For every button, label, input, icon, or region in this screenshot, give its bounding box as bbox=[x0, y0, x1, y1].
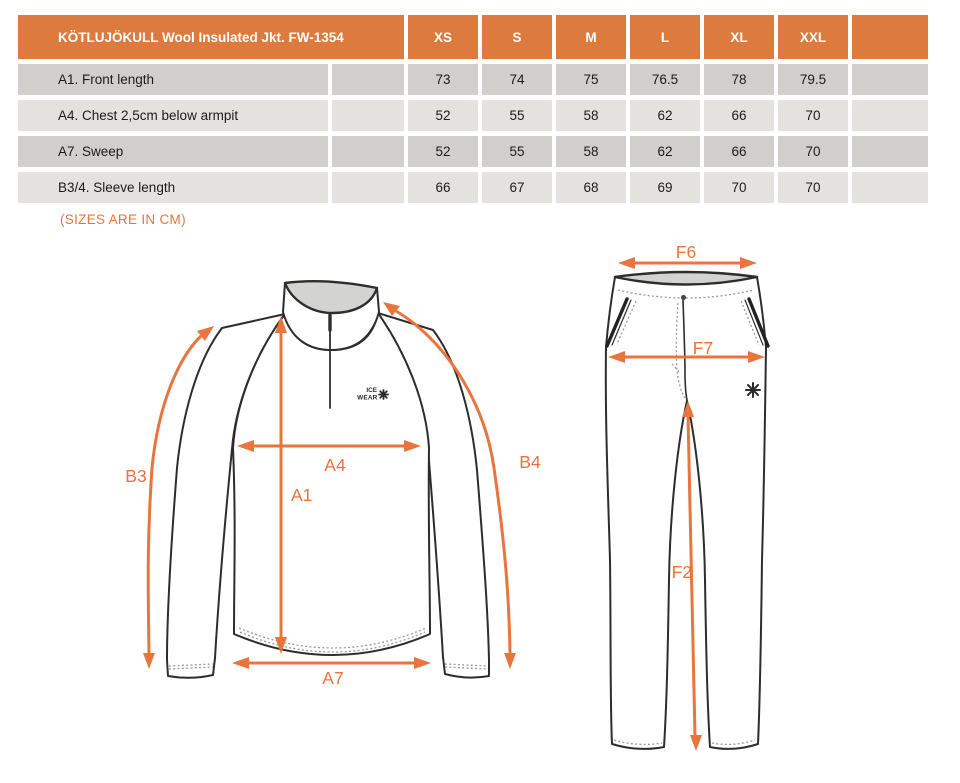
label-b3: B3 bbox=[125, 466, 147, 486]
measure-value: 62 bbox=[630, 100, 700, 131]
svg-text:WEAR: WEAR bbox=[357, 394, 378, 402]
size-col-header-xxl: XXL bbox=[778, 15, 848, 59]
measure-label: A1. Front length bbox=[18, 64, 328, 95]
spacer-cell bbox=[852, 64, 928, 95]
table-row bbox=[18, 100, 928, 131]
measure-value: 58 bbox=[556, 100, 626, 131]
spacer-cell bbox=[332, 172, 404, 203]
measure-value: 66 bbox=[704, 136, 774, 167]
snowflake-icon bbox=[746, 383, 760, 397]
spacer-cell bbox=[852, 172, 928, 203]
measure-value: 79.5 bbox=[778, 64, 848, 95]
measure-value: 52 bbox=[408, 136, 478, 167]
jacket-body bbox=[233, 313, 430, 655]
measure-value: 58 bbox=[556, 136, 626, 167]
measure-value: 68 bbox=[556, 172, 626, 203]
label-a4: A4 bbox=[324, 455, 346, 475]
measure-value: 66 bbox=[408, 172, 478, 203]
svg-text:ICE: ICE bbox=[366, 387, 377, 394]
label-f7: F7 bbox=[692, 338, 714, 358]
measure-value: 66 bbox=[704, 100, 774, 131]
measure-label: A7. Sweep bbox=[18, 136, 328, 167]
size-chart-table bbox=[14, 10, 932, 208]
measure-value: 62 bbox=[630, 136, 700, 167]
size-col-header-xl: XL bbox=[704, 15, 774, 59]
sizes-unit-note: (SIZES ARE IN CM) bbox=[60, 212, 186, 227]
measure-value: 55 bbox=[482, 100, 552, 131]
spacer-cell bbox=[332, 64, 404, 95]
product-title: KÖTLUJÖKULL Wool Insulated Jkt. FW-1354 bbox=[18, 15, 404, 59]
measure-value: 70 bbox=[704, 172, 774, 203]
spacer-cell bbox=[852, 100, 928, 131]
label-f6: F6 bbox=[675, 242, 697, 262]
measure-value: 55 bbox=[482, 136, 552, 167]
size-col-header-m: M bbox=[556, 15, 626, 59]
measure-value: 76.5 bbox=[630, 64, 700, 95]
label-a7: A7 bbox=[322, 668, 344, 688]
table-row bbox=[18, 136, 928, 167]
measure-value: 52 bbox=[408, 100, 478, 131]
jacket-technical-drawing bbox=[90, 250, 560, 783]
measure-value: 69 bbox=[630, 172, 700, 203]
spacer-cell bbox=[332, 136, 404, 167]
measure-value: 73 bbox=[408, 64, 478, 95]
spacer-cell bbox=[852, 136, 928, 167]
measure-value: 70 bbox=[778, 172, 848, 203]
measure-label: A4. Chest 2,5cm below armpit bbox=[18, 100, 328, 131]
header-spacer-cell bbox=[852, 15, 928, 59]
size-col-header-xs: XS bbox=[408, 15, 478, 59]
table-row bbox=[18, 172, 928, 203]
label-a1: A1 bbox=[291, 485, 313, 505]
measure-value: 70 bbox=[778, 136, 848, 167]
pants-body bbox=[606, 273, 766, 749]
measure-label: B3/4. Sleeve length bbox=[18, 172, 328, 203]
measure-value: 70 bbox=[778, 100, 848, 131]
table-header-row bbox=[18, 15, 928, 59]
snowflake-icon bbox=[379, 390, 388, 399]
size-col-header-s: S bbox=[482, 15, 552, 59]
waist-button bbox=[681, 295, 686, 300]
measure-value: 78 bbox=[704, 64, 774, 95]
label-b4: B4 bbox=[519, 452, 541, 472]
label-f2: F2 bbox=[671, 562, 692, 582]
spacer-cell bbox=[332, 100, 404, 131]
pants-technical-drawing bbox=[580, 240, 960, 783]
measure-value: 67 bbox=[482, 172, 552, 203]
table-row bbox=[18, 64, 928, 95]
measure-value: 74 bbox=[482, 64, 552, 95]
size-col-header-l: L bbox=[630, 15, 700, 59]
measure-value: 75 bbox=[556, 64, 626, 95]
